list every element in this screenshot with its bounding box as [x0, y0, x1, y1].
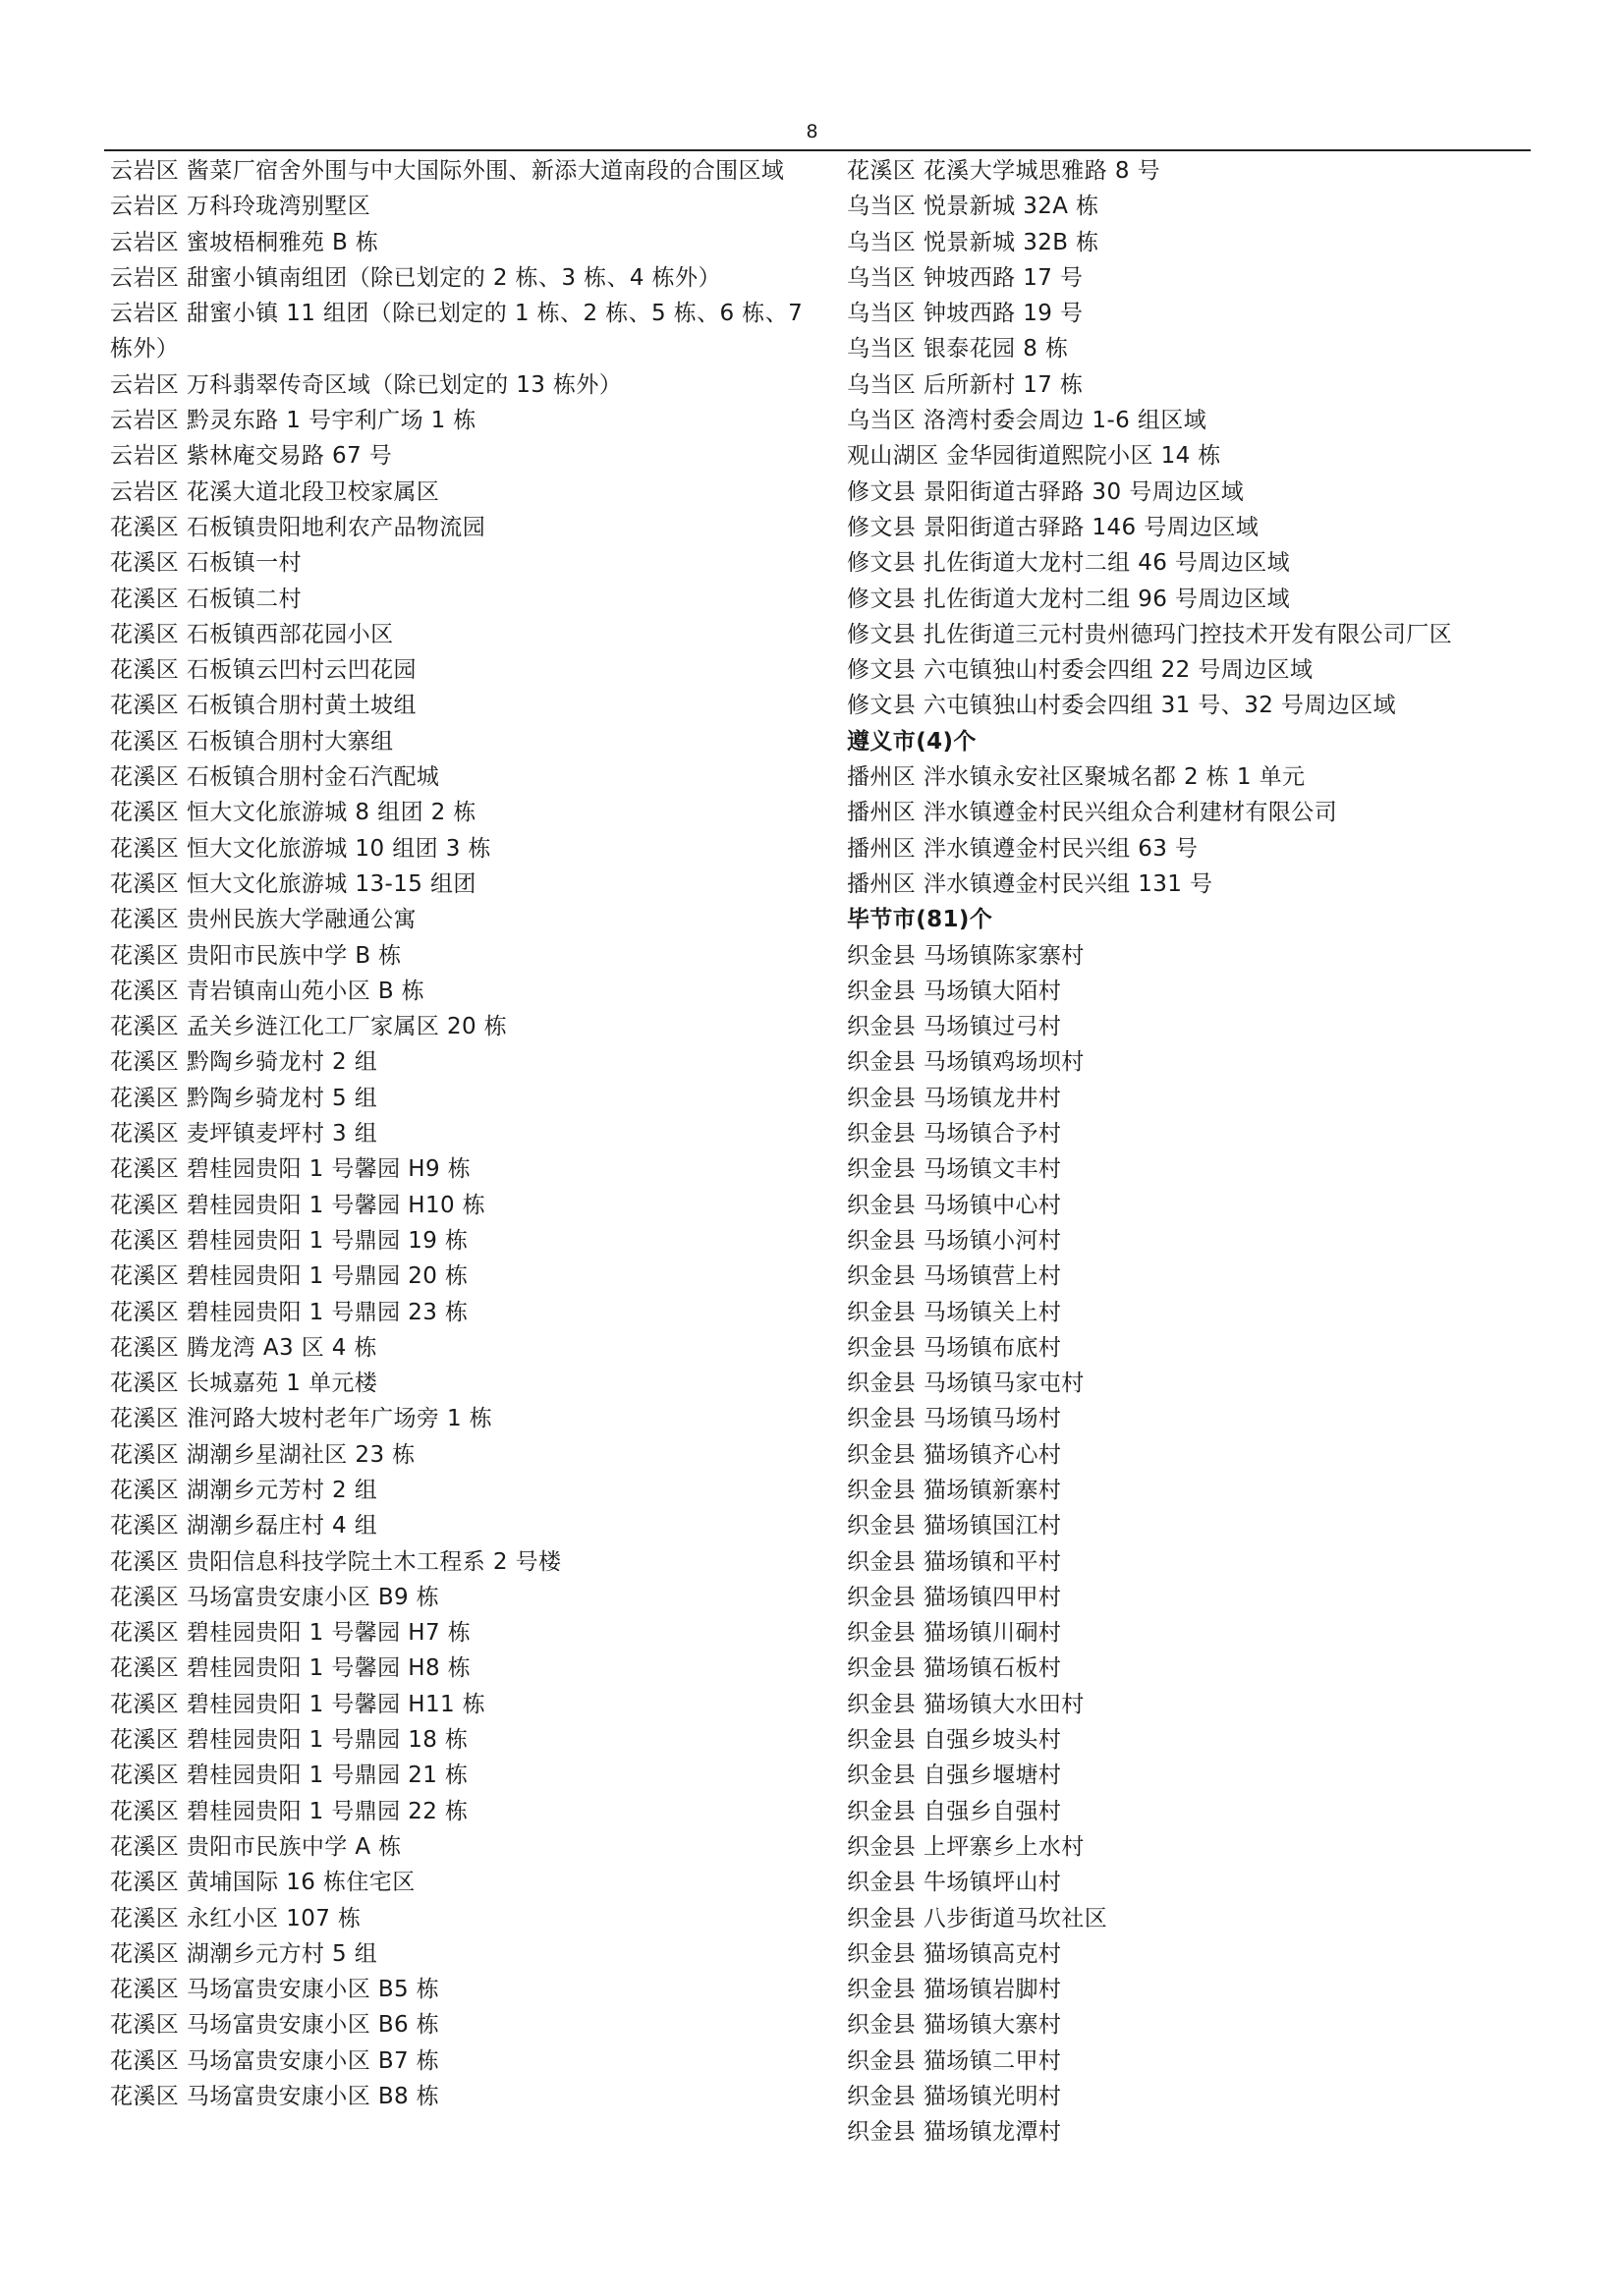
list-item: 云岩区 酱菜厂宿舍外围与中大国际外围、新添大道南段的合围区域	[110, 158, 785, 184]
list-item: 织金县 上坪寨乡上水村	[847, 1833, 1085, 1860]
list-item: 花溪区 碧桂园贵阳 1 号鼎园 20 栋	[110, 1263, 469, 1290]
list-item: 花溪区 贵州民族大学融通公寓	[110, 907, 417, 933]
list-item: 云岩区 万科玲珑湾别墅区	[110, 194, 371, 220]
list-item: 花溪区 湖潮乡星湖社区 23 栋	[110, 1441, 416, 1468]
city-heading: 毕节市(81)个	[847, 907, 993, 933]
list-item: 花溪区 碧桂园贵阳 1 号鼎园 23 栋	[110, 1299, 469, 1325]
list-item: 织金县 猫场镇大水田村	[847, 1691, 1085, 1717]
list-item: 织金县 猫场镇四甲村	[847, 1584, 1062, 1610]
list-item: 花溪区 碧桂园贵阳 1 号馨园 H7 栋	[110, 1620, 472, 1647]
list-item: 织金县 马场镇鸡场坝村	[847, 1049, 1085, 1076]
list-item: 花溪区 黔陶乡骑龙村 5 组	[110, 1085, 378, 1111]
list-item: 织金县 马场镇中心村	[847, 1192, 1062, 1218]
list-item: 花溪区 花溪大学城思雅路 8 号	[847, 158, 1160, 184]
list-item: 云岩区 黔灵东路 1 号宇利广场 1 栋	[110, 408, 476, 434]
list-item: 修文县 扎佐街道大龙村二组 46 号周边区域	[847, 550, 1290, 577]
list-item: 织金县 猫场镇岩脚村	[847, 1977, 1062, 2003]
list-item: 织金县 猫场镇光明村	[847, 2084, 1062, 2110]
list-item: 织金县 马场镇马场村	[847, 1406, 1062, 1432]
list-item: 织金县 马场镇马家屯村	[847, 1371, 1085, 1397]
list-item: 花溪区 石板镇云凹村云凹花园	[110, 657, 417, 684]
list-item: 织金县 自强乡堰塘村	[847, 1763, 1062, 1789]
list-item: 织金县 马场镇营上村	[847, 1263, 1062, 1290]
list-item: 花溪区 马场富贵安康小区 B6 栋	[110, 2012, 440, 2039]
list-item: 花溪区 石板镇二村	[110, 586, 302, 612]
list-item: 花溪区 碧桂园贵阳 1 号鼎园 19 栋	[110, 1227, 469, 1254]
list-item: 花溪区 石板镇贵阳地利农产品物流园	[110, 514, 486, 540]
list-item: 乌当区 银泰花园 8 栋	[847, 336, 1069, 363]
list-item: 织金县 自强乡坡头村	[847, 1727, 1062, 1754]
right-column	[847, 153, 1535, 2151]
list-item: 花溪区 碧桂园贵阳 1 号鼎园 22 栋	[110, 1798, 469, 1824]
list-item: 织金县 马场镇合予村	[847, 1121, 1062, 1148]
list-item: 织金县 马场镇陈家寨村	[847, 942, 1085, 969]
list-item: 织金县 猫场镇石板村	[847, 1655, 1062, 1682]
list-item: 花溪区 马场富贵安康小区 B7 栋	[110, 2047, 440, 2074]
list-item: 织金县 猫场镇新寨村	[847, 1477, 1062, 1503]
list-item: 花溪区 淮河路大坡村老年广场旁 1 栋	[110, 1406, 493, 1432]
list-item: 乌当区 悦景新城 32B 栋	[847, 229, 1099, 255]
list-item: 云岩区 甜蜜小镇 11 组团（除已划定的 1 栋、2 栋、5 栋、6 栋、7 栋外）	[110, 301, 804, 363]
list-item: 织金县 马场镇小河村	[847, 1227, 1062, 1254]
list-item: 花溪区 恒大文化旅游城 10 组团 3 栋	[110, 835, 491, 862]
list-item: 织金县 八步街道马坎社区	[847, 1905, 1108, 1931]
list-item: 乌当区 洛湾村委会周边 1-6 组区域	[847, 408, 1207, 434]
list-item: 织金县 自强乡自强村	[847, 1798, 1062, 1824]
list-item: 花溪区 石板镇合朋村大寨组	[110, 728, 394, 755]
list-item: 织金县 马场镇过弓村	[847, 1014, 1062, 1040]
list-item: 播州区 泮水镇遵金村民兴组 63 号	[847, 835, 1199, 862]
list-item: 乌当区 悦景新城 32A 栋	[847, 194, 1099, 220]
list-item: 织金县 猫场镇高克村	[847, 1940, 1062, 1967]
list-item: 花溪区 麦坪镇麦坪村 3 组	[110, 1121, 378, 1148]
list-item: 花溪区 碧桂园贵阳 1 号鼎园 18 栋	[110, 1727, 469, 1754]
list-item: 花溪区 恒大文化旅游城 8 组团 2 栋	[110, 800, 476, 826]
list-item: 修文县 扎佐街道三元村贵州德玛门控技术开发有限公司厂区	[847, 621, 1453, 647]
list-item: 织金县 马场镇布底村	[847, 1334, 1062, 1361]
list-item: 修文县 扎佐街道大龙村二组 96 号周边区域	[847, 586, 1290, 612]
list-item: 花溪区 黔陶乡骑龙村 2 组	[110, 1049, 378, 1076]
list-item: 织金县 牛场镇坪山村	[847, 1870, 1062, 1896]
list-item: 修文县 景阳街道古驿路 30 号周边区域	[847, 478, 1245, 505]
list-item: 播州区 泮水镇遵金村民兴组众合利建材有限公司	[847, 800, 1338, 826]
list-item: 花溪区 碧桂园贵阳 1 号馨园 H11 栋	[110, 1691, 486, 1717]
list-item: 花溪区 湖潮乡磊庄村 4 组	[110, 1513, 378, 1539]
list-item: 织金县 猫场镇龙潭村	[847, 2119, 1062, 2146]
list-item: 云岩区 万科翡翠传奇区域（除已划定的 13 栋外）	[110, 371, 623, 398]
list-item: 织金县 猫场镇大寨村	[847, 2012, 1062, 2039]
list-item: 花溪区 石板镇合朋村黄土坡组	[110, 693, 417, 719]
list-item: 织金县 猫场镇齐心村	[847, 1441, 1062, 1468]
list-item: 花溪区 马场富贵安康小区 B9 栋	[110, 1584, 440, 1610]
list-item: 云岩区 紫林庵交易路 67 号	[110, 443, 393, 470]
list-item: 织金县 猫场镇川硐村	[847, 1620, 1062, 1647]
list-item: 花溪区 孟关乡涟江化工厂家属区 20 栋	[110, 1014, 508, 1040]
list-item: 花溪区 长城嘉苑 1 单元楼	[110, 1371, 378, 1397]
list-item: 播州区 泮水镇永安社区聚城名都 2 栋 1 单元	[847, 764, 1306, 791]
list-item: 花溪区 腾龙湾 A3 区 4 栋	[110, 1334, 377, 1361]
list-item: 花溪区 永红小区 107 栋	[110, 1905, 362, 1931]
list-item: 花溪区 石板镇一村	[110, 550, 302, 577]
list-item: 花溪区 贵阳市民族中学 B 栋	[110, 942, 402, 969]
list-item: 织金县 马场镇文丰村	[847, 1156, 1062, 1183]
list-item: 织金县 马场镇关上村	[847, 1299, 1062, 1325]
list-item: 织金县 马场镇龙井村	[847, 1085, 1062, 1111]
list-item: 乌当区 钟坡西路 17 号	[847, 264, 1084, 291]
list-item: 织金县 猫场镇二甲村	[847, 2047, 1062, 2074]
list-item: 花溪区 碧桂园贵阳 1 号馨园 H9 栋	[110, 1156, 472, 1183]
list-item: 云岩区 甜蜜小镇南组团（除已划定的 2 栋、3 栋、4 栋外）	[110, 264, 721, 291]
list-item: 播州区 泮水镇遵金村民兴组 131 号	[847, 870, 1213, 897]
list-item: 乌当区 后所新村 17 栋	[847, 371, 1084, 398]
list-item: 织金县 猫场镇和平村	[847, 1548, 1062, 1575]
list-item: 花溪区 湖潮乡元芳村 2 组	[110, 1477, 378, 1503]
list-item: 花溪区 碧桂园贵阳 1 号馨园 H8 栋	[110, 1655, 472, 1682]
list-item: 云岩区 花溪大道北段卫校家属区	[110, 478, 440, 505]
list-item: 乌当区 钟坡西路 19 号	[847, 301, 1084, 327]
list-item: 花溪区 贵阳市民族中学 A 栋	[110, 1833, 402, 1860]
list-item: 花溪区 黄埔国际 16 栋住宅区	[110, 1870, 416, 1896]
header-rule	[104, 149, 1531, 151]
list-item: 花溪区 贵阳信息科技学院土木工程系 2 号楼	[110, 1548, 562, 1575]
list-item: 花溪区 马场富贵安康小区 B8 栋	[110, 2084, 440, 2110]
list-item: 花溪区 青岩镇南山苑小区 B 栋	[110, 978, 425, 1004]
list-item: 花溪区 湖潮乡元方村 5 组	[110, 1940, 378, 1967]
list-item: 花溪区 恒大文化旅游城 13-15 组团	[110, 870, 476, 897]
list-item: 织金县 马场镇大陌村	[847, 978, 1062, 1004]
list-item: 花溪区 碧桂园贵阳 1 号鼎园 21 栋	[110, 1763, 469, 1789]
list-item: 花溪区 石板镇合朋村金石汽配城	[110, 764, 440, 791]
list-item: 花溪区 石板镇西部花园小区	[110, 621, 394, 647]
city-heading: 遵义市(4)个	[847, 728, 977, 755]
list-item: 花溪区 马场富贵安康小区 B5 栋	[110, 1977, 440, 2003]
list-item: 修文县 六屯镇独山村委会四组 22 号周边区域	[847, 657, 1314, 684]
left-column	[110, 153, 804, 2114]
list-item: 织金县 猫场镇国江村	[847, 1513, 1062, 1539]
list-item: 观山湖区 金华园街道熙院小区 14 栋	[847, 443, 1221, 470]
list-item: 云岩区 蜜坡梧桐雅苑 B 栋	[110, 229, 379, 255]
list-item: 修文县 景阳街道古驿路 146 号周边区域	[847, 514, 1260, 540]
list-item: 修文县 六屯镇独山村委会四组 31 号、32 号周边区域	[847, 693, 1396, 719]
list-item: 花溪区 碧桂园贵阳 1 号馨园 H10 栋	[110, 1192, 486, 1218]
page-number: 8	[806, 121, 818, 142]
